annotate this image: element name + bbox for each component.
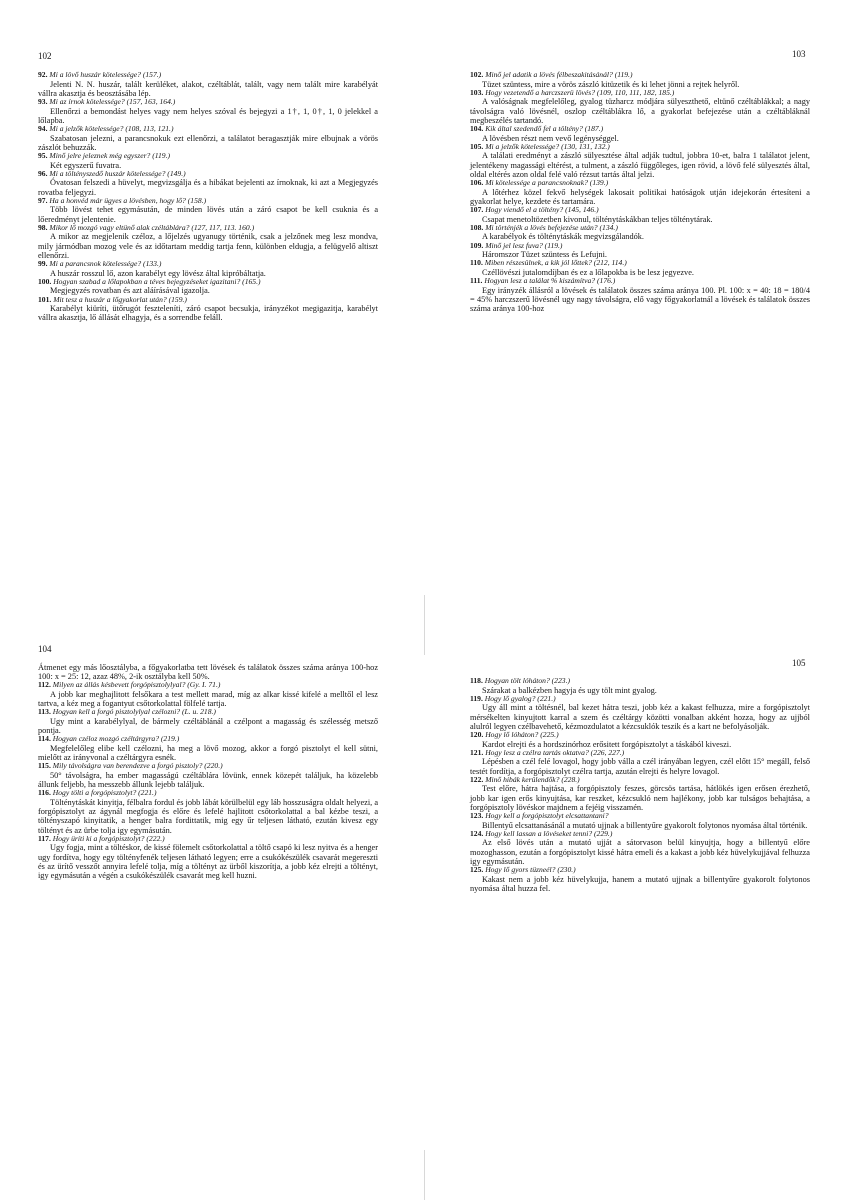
qa-entry xyxy=(38,125,378,152)
question-line xyxy=(470,89,810,98)
page-102 xyxy=(38,71,378,323)
question-text: Hogy kell a forgópisztolyt elcsattantani? xyxy=(485,811,609,820)
question-line xyxy=(38,835,378,844)
question-text: Hogy kell lassan a lövéseket tenni? (229.) xyxy=(485,828,613,838)
question-text: Mi a jelzők kötelessége? (108, 113, 121.) xyxy=(49,124,174,133)
qa-entry xyxy=(470,143,810,179)
question-line xyxy=(38,224,378,233)
qa-entry xyxy=(38,170,378,197)
question-text: Hogy üríti ki a forgópisztolyt? (222.) xyxy=(52,833,165,843)
qa-entry xyxy=(38,260,378,278)
question-number: 94. xyxy=(38,124,48,133)
answer-text: Karabélyt kiüríti, ütőrugót feszteleníti, záró csapot becsukja, irányzékot megigazitja, karabélyt vállra akasztja, lő állását elhagyja, és a sorrendbe feláll. xyxy=(38,304,378,323)
question-number: 109. xyxy=(470,240,484,250)
question-number: 123. xyxy=(470,811,484,820)
question-line xyxy=(470,731,810,740)
qa-entry xyxy=(38,98,378,125)
question-line xyxy=(470,224,810,233)
answer-text: A lőtérhez közel fekvő helységek lakosait politikai hatóságok utján idejekorán értesíteni a gyakorlat helye, kezdete és tartamára. xyxy=(470,187,810,206)
question-number: 114. xyxy=(38,734,51,744)
qa-entry xyxy=(470,277,810,313)
answer-text: Tüzet szüntess, mire a vörös zászló kitüzetik és ki lehet jönni a rejtek helyről. xyxy=(482,79,740,89)
qa-entry xyxy=(470,731,810,749)
question-line xyxy=(470,749,810,758)
question-text: Minő hibák kerülendők? (228.) xyxy=(485,774,580,784)
question-line xyxy=(38,98,378,107)
answer-text: Ugy fogja, mint a töltéskor, de kissé fölemelt csőtorkolattal a töltő csapó ki lesz nyitva és a henger ugy fordítva, hogy egy töltényfenék teljesen látható legyen; erre a csukókészülék csavarát megereszti és az ürítő vesszőt annyira lefelé tolja, míg a töltényt az ürből kiszorítja, a jobb kéz elrejti a töltényt, igy egymásután a végén a csukókészülék csavarát meg kell huzni. xyxy=(38,843,378,881)
page-104 xyxy=(38,663,378,880)
question-line xyxy=(470,206,810,215)
qa-entry xyxy=(38,224,378,260)
question-number: 110. xyxy=(470,258,483,268)
question-text: Hogy lő gyalog? (221.) xyxy=(484,693,556,703)
answer-text: Két egyszerű fuvatra. xyxy=(50,160,122,170)
question-number: 96. xyxy=(38,168,48,178)
question-text: Mi a jelzők kötelessége? (130, 131, 132.) xyxy=(485,141,610,151)
answer-text: 50° távolságra, ha ember magasságú czéltáblára lövünk, ennek közepét találjuk, ha közelebb állunk feljebb, ha messzebb állunk lejebb találjuk. xyxy=(38,771,378,790)
qa-entry xyxy=(470,125,810,143)
question-line xyxy=(470,677,810,686)
question-number: 107. xyxy=(470,205,484,214)
question-line xyxy=(470,179,810,188)
question-number: 97. xyxy=(38,195,48,205)
qa-entry xyxy=(38,789,378,834)
question-text: Mi kötelessége a parancsnoknak? (139.) xyxy=(485,178,609,187)
question-number: 100. xyxy=(38,276,52,286)
page-number: 105 xyxy=(792,658,806,668)
question-text: Hogyan czéloz mozgó czéltárgyra? (219.) xyxy=(52,734,180,744)
question-number: 113. xyxy=(38,707,51,717)
question-number: 101. xyxy=(38,294,52,304)
question-line xyxy=(470,830,810,839)
qa-entry xyxy=(470,695,810,731)
question-line xyxy=(38,278,378,287)
question-text: Hogyan kell a forgó pisztolylyal czélozni? (L. u. 218.) xyxy=(52,707,216,717)
question-text: Miben részesülnek, a kik jól lőttek? (212, 114.) xyxy=(484,258,627,268)
question-line xyxy=(38,789,378,798)
question-number: 119. xyxy=(470,693,483,703)
question-number: 117. xyxy=(38,833,51,843)
answer-text: A huszár rosszul lő, azon karabélyt egy lövész által kipróbáltatja. xyxy=(50,268,266,278)
question-text: Mi az írnok kötelessége? (157, 163, 164.) xyxy=(49,97,176,106)
question-text: Hogy lő gyors tüzneél? (230.) xyxy=(485,865,576,874)
answer-text: Test előre, hátra hajtása, a forgópisztoly feszes, görcsös tartása, hátlökés igen erősen érezhető, jobb kar igen erős kinyujtása, kar reszket, kézcsukló nem hajlékony, jobb kar tulságos behajtása, a forgópisztoly lövéskor majdnem a fejéig visszamén. xyxy=(470,784,810,812)
answer-text: Ellenőrzi a bemondást helyes vagy nem helyes szóval és bejegyzi a 1†, 1, 0†, 1, 0 jelekkel a lőlapba. xyxy=(38,106,378,125)
qa-entry xyxy=(470,242,810,260)
question-number: 104. xyxy=(470,124,484,133)
question-text: Hogy lő lóháton? (225.) xyxy=(485,730,559,739)
question-number: 125. xyxy=(470,865,484,874)
answer-text: Szabatosan jelezni, a parancsnokuk ezt ellenőrzi, a találatot beragasztják mire elbujnak a vörös zászlót behuzzák. xyxy=(38,133,378,152)
question-number: 124. xyxy=(470,828,484,838)
question-text: Mikor lő mozgó vagy eltünő alak czéltáblára? (127, 117, 113. 160.) xyxy=(49,222,255,232)
answer-text: A találati eredményt a zászló sülyesztése által adják tudtul, jobbra 10-et, balra 1 találatot jelent, jelentékeny magassági eltérést, a tulment, a zászló függőleges, igen rövid, a lövő felé sülyesztés által, oldal eltérés azon oldal felé való rézsut tartás által jelzi. xyxy=(470,151,810,179)
answer-text: Lépésben a czél felé lovagol, hogy jobb válla a czél irányában legyen, czél előtt 15° megáll, felső testét fordítja, a forgópisztolyt czélra tartja, azután elrejti és helyre lovagol. xyxy=(470,757,810,776)
question-text: Hogy vezetendő a harczszerü lövés? (109, 110, 111, 182, 185.) xyxy=(485,87,675,97)
question-line xyxy=(38,125,378,134)
question-number: 103. xyxy=(470,87,484,97)
page-number: 104 xyxy=(38,644,52,654)
question-number: 102. xyxy=(470,70,484,79)
qa-entry xyxy=(38,735,378,762)
question-text: Hogy viendő el a töltény? (145, 146.) xyxy=(485,205,599,214)
answer-text: Egy irányzék állásról a lövések és találatok összes száma aránya 100. Pl. 100: x = 40: 18 = 180/4 = 45% harczszerű lövésnél ugy nagy távolságra, elő vagy főgyakorlatnál a lövések és találatok összes száma aránya 100-hoz xyxy=(470,285,810,314)
answer-text: Óvatosan felszedi a hüvelyt, megvizsgálja és a hibákat bejelenti az írnoknak, ki azt a Megjegyzés rovatba feljegyzi. xyxy=(38,178,378,197)
question-text: Mi a lövő huszár kötelessége? (157.) xyxy=(49,70,162,79)
qa-entry xyxy=(470,812,810,830)
question-line xyxy=(38,260,378,269)
question-number: 108. xyxy=(470,222,484,232)
qa-entry xyxy=(38,708,378,735)
qa-entry xyxy=(470,224,810,242)
question-line xyxy=(470,242,810,251)
question-line xyxy=(470,812,810,821)
qa-entry xyxy=(470,677,810,695)
answer-text: Megjegyzés rovatban és azt aláírásával igazolja. xyxy=(50,286,210,296)
question-number: 105. xyxy=(470,141,484,151)
question-text: Hogyan tölt lóháton? (223.) xyxy=(484,676,570,685)
qa-entry xyxy=(470,830,810,866)
answer-text: Kakast nem a jobb kéz hüvelykujja, hanem a mutató ujjnak a billentyűre gyakorolt folytonos nyomása által huzza fel. xyxy=(470,874,810,893)
answer-text: A lövésben részt nem vevő legénységgel. xyxy=(482,133,619,143)
page-gutter-line xyxy=(424,595,425,655)
question-text: Minő jelre jeleznek még egyszer? (119.) xyxy=(49,151,171,160)
question-line xyxy=(470,866,810,875)
qa-entry xyxy=(470,776,810,812)
question-text: Mit tesz a huszár a lőgyakorlat után? (159.) xyxy=(53,294,187,304)
question-number: 93. xyxy=(38,97,48,106)
question-text: Mi a töltényszedő huszár kötelessége? (149.) xyxy=(49,168,186,178)
answer-text: Tölténytáskát kinyitja, félbalra fordul és jobb lábát körülbelül egy láb hosszuságra oldalt helyezi, a forgópisztolyt az ágynál megfogja és előre és lefelé hajlitott csőtorkolattal a bal kézbe teszi, a töltényszapó kinyitatik, a henger balra fordittatik, mig egy űr teljesen látható, ezután kivesz egy töltényt és az ürbe tolja igy egymásután. xyxy=(38,798,378,835)
question-text: Hogy lesz a czélra tartás oktatva? (226, 227.) xyxy=(485,747,625,757)
question-line xyxy=(38,71,378,80)
answer-text: Megfelelőleg elibe kell czélozni, ha meg a lövő mozog, akkor a forgó pisztolyt el kell sütni, mielőtt az irányvonal a czéltárgyra esnék. xyxy=(38,744,378,763)
answer-text: Háromszor Tüzet szüntess és Lefujni. xyxy=(482,250,607,260)
page-103 xyxy=(470,71,810,313)
question-number: 98. xyxy=(38,222,48,232)
question-line xyxy=(470,695,810,704)
page-number: 102 xyxy=(38,51,52,61)
page-gutter-line xyxy=(424,1150,425,1200)
question-line xyxy=(38,735,378,744)
continuation-text: Átmenet egy más lőosztályba, a főgyakorlatba tett lövések és találatok összes száma aránya 100-hoz 100: x = 25: 12, azaz 48%, 2-ik osztályba kell 50%. xyxy=(38,663,378,682)
qa-entry xyxy=(38,296,378,323)
question-number: 112. xyxy=(38,680,51,690)
question-text: Hogyan szabad a lőlapokban a téves bejegyzéseket igazitani? (165.) xyxy=(53,276,261,286)
question-line xyxy=(470,277,810,286)
qa-entry xyxy=(470,179,810,206)
question-line xyxy=(38,152,378,161)
question-line xyxy=(38,296,378,305)
question-number: 106. xyxy=(470,178,484,187)
answer-text: Czéllövészi jutalomdíjban és ez a lőlapokba is be lesz jegyezve. xyxy=(482,267,694,277)
answer-text: Ugy mint a karabélylyal, de bármely czéltáblánál a czélpont a magasság és szélesség metsző pontja. xyxy=(38,717,378,736)
question-line xyxy=(470,143,810,152)
qa-entry xyxy=(38,152,378,170)
page-number: 103 xyxy=(792,49,806,59)
answer-text: Több lövést tehet egymásután, de minden lövés után a záró csapot be kell csuknia és a lőeredményt jelentenie. xyxy=(38,205,378,224)
answer-text: Jelenti N. N. huszár, talált kerüléket, alakot, czéltáblát, talált, vagy nem talált mire karabélyát vállra akasztja és beosztásába lép. xyxy=(38,79,378,98)
qa-entry xyxy=(470,866,810,893)
answer-text: Csapat menetoltözetben kivonul, tölténytáskákban teljes tölténytárak. xyxy=(482,214,713,224)
qa-entry xyxy=(470,259,810,277)
question-number: 99. xyxy=(38,259,48,268)
answer-text: Kardot elrejti és a hordszinórhoz erősitett forgópisztolyt a táskából kiveszi. xyxy=(482,739,732,749)
qa-entry xyxy=(38,762,378,789)
answer-text: Az első lövés után a mutató ujját a sátorvason belül kinyujtja, hogy a billentyű előre mozoghasson, ezután a forgópisztolyt kissé hátra emeli és a kakast a jobb kéz hüvelykujjával felhuzza igy egymásután. xyxy=(470,838,810,866)
question-number: 115. xyxy=(38,761,51,771)
question-line xyxy=(470,776,810,785)
qa-entry xyxy=(38,278,378,296)
qa-entry xyxy=(38,71,378,98)
page-105 xyxy=(470,677,810,893)
question-text: Milyen az állás késbevett forgópisztolylyal? (Gy. I. 71.) xyxy=(52,680,221,690)
answer-text: A valóságnak megfelelőleg, gyalog tüzharcz módjára sülyeszthető, eltünő czéltáblákkal; a nagy távolságra való lövésnél, oszlop czéltáblákra lő, a gyakorlat befejezése után a czéltábláknál megbeszélés tartandó. xyxy=(470,97,810,125)
answer-text: Billentyű elcsattanásánál a mutató ujjnak a billentyűre gyakorolt folytonos nyomása által történik. xyxy=(482,820,808,830)
question-text: Mi a parancsnok kötelessége? (133.) xyxy=(49,259,162,268)
answer-text: A jobb kar meghajlitott felsőkara a test mellett marad, míg az alkar kissé kifelé a melltől el lesz tartva, a kéz meg a fogantyut csőtorkolattal fölfelé tartja. xyxy=(38,690,378,709)
question-text: Mily távolságra van berendezve a forgó pisztoly? (220.) xyxy=(52,761,223,771)
question-number: 116. xyxy=(38,788,51,798)
question-number: 118. xyxy=(470,676,483,685)
question-number: 122. xyxy=(470,774,484,784)
qa-entry xyxy=(38,835,378,880)
question-line xyxy=(470,71,810,80)
question-line xyxy=(38,197,378,206)
question-text: Kik által szedendő fel a töltény? (187.) xyxy=(485,124,604,133)
answer-text: Ugy áll mint a töltésnél, bal kezet hátra teszi, jobb kéz a kakast felhuzza, mire a forgópisztolyt mérsékelten kinyujtott karral a szem és czéltárgy közötti vonalban akként hozza, hogy az ujjból alulról legyen czélbavehető, kézmozdulatot a kézcsuklók teszik és a kart ne befolyásolják. xyxy=(470,703,810,731)
question-text: Hogy tölti a forgópisztolyt? (221.) xyxy=(52,788,157,798)
question-text: Mi történjék a lövés befejezése után? (134.) xyxy=(485,222,618,232)
qa-entry xyxy=(470,749,810,776)
question-line xyxy=(38,708,378,717)
question-line xyxy=(38,762,378,771)
question-text: Ha a honvéd már ügyes a lövésben, hogy lő? (158.) xyxy=(49,195,207,205)
question-number: 121. xyxy=(470,747,484,757)
qa-entry xyxy=(470,71,810,89)
question-text: Hogyan lesz a találat % kiszámítva? (176.) xyxy=(484,276,616,286)
question-number: 95. xyxy=(38,151,48,160)
question-text: Minő jel adatik a lövés félbeszakitásánál? (119.) xyxy=(485,70,633,79)
question-number: 120. xyxy=(470,730,484,739)
answer-text: A karabélyok és tölténytáskák megvizsgálandók. xyxy=(482,232,644,242)
question-text: Minő jel lesz fuva? (119.) xyxy=(485,240,563,250)
answer-text: Szárakat a balkézben hagyja és ugy tölt mint gyalog. xyxy=(482,685,657,695)
qa-entry xyxy=(38,681,378,708)
qa-entry xyxy=(470,206,810,224)
answer-text: A mikor az megjelenik czéloz, a lőjelzés ugyanugy történik, csak a jelzőnek meg lesz mondva, mily jármódban mozog vele és az időtartam meddig tartja fenn, különben eldugja, a felügyelő altiszt ellenőrzi. xyxy=(38,232,378,260)
question-number: 92. xyxy=(38,70,48,79)
qa-entry xyxy=(38,197,378,224)
qa-entry xyxy=(470,89,810,125)
question-line xyxy=(38,681,378,690)
question-number: 111. xyxy=(470,276,483,286)
question-line xyxy=(470,125,810,134)
question-line xyxy=(470,259,810,268)
